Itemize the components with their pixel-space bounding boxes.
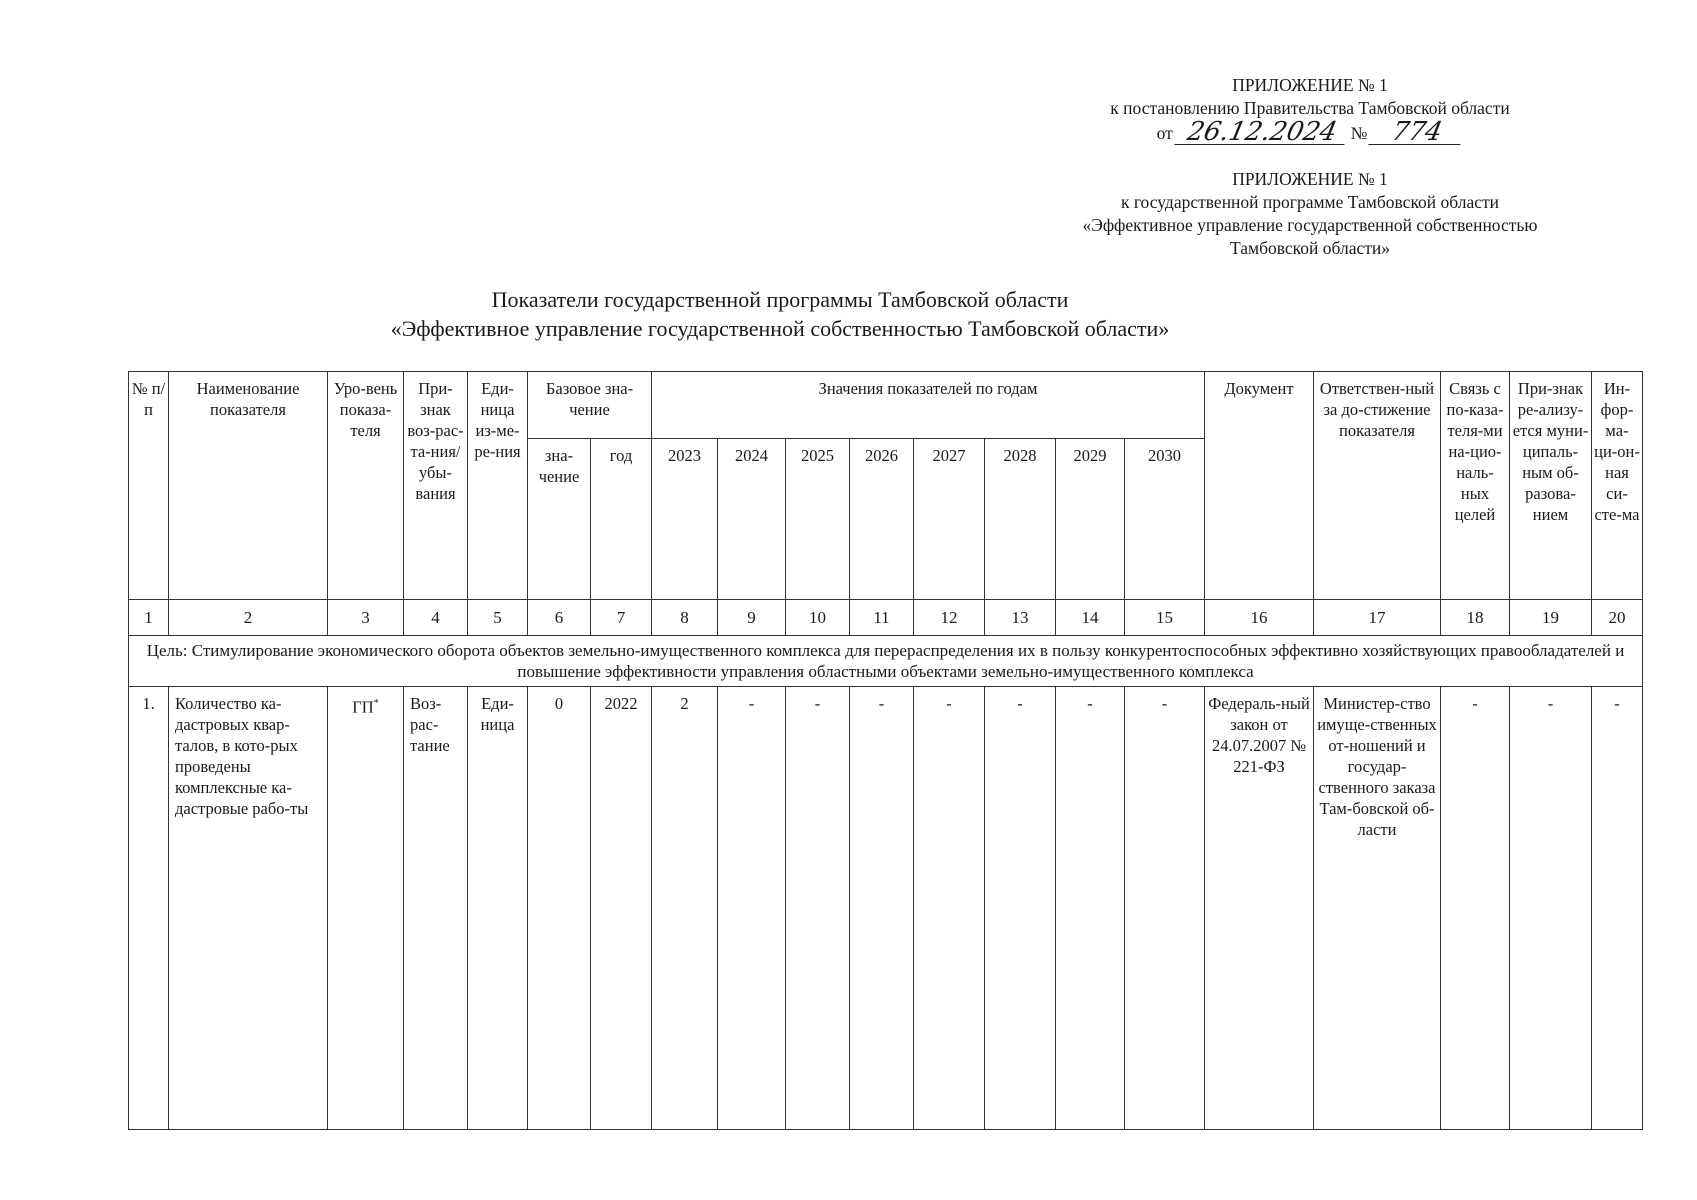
goal-text: Цель: Стимулирование экономического оборота объектов земельно-имущественного комплекса для перераспределения их в пользу конкурентоспособных эффективно хозяйствующих правообладателей и повышение эффективности управления областными объектами земельно-имущественного комплекса <box>129 636 1643 687</box>
header-level: Уро-вень показа-теля <box>328 372 404 600</box>
column-number: 8 <box>652 600 718 636</box>
appendix-2-line2: «Эффективное управление государственной собственностью <box>1082 215 1538 235</box>
column-number: 15 <box>1125 600 1205 636</box>
title-line1: Показатели государственной программы Тамбовской области <box>491 287 1069 312</box>
title-line2: «Эффективное управление государственной собственностью Тамбовской области» <box>390 316 1170 341</box>
column-number: 10 <box>786 600 850 636</box>
row-level <box>328 687 404 1130</box>
header-year: 2024 <box>718 439 786 600</box>
row-year-value: - <box>985 687 1056 1130</box>
header-base: Базовое зна-чение <box>528 372 652 439</box>
indicators-table <box>128 371 1643 1130</box>
appendix-2-title: ПРИЛОЖЕНИЕ № 1 <box>1232 169 1388 189</box>
row-year-value: - <box>914 687 985 1130</box>
appendix-1-resolution <box>1060 74 1560 145</box>
column-number: 16 <box>1205 600 1314 636</box>
header-year: 2023 <box>652 439 718 600</box>
header-year: 2029 <box>1056 439 1125 600</box>
number-prefix: № <box>1350 123 1368 143</box>
appendix-1-title: ПРИЛОЖЕНИЕ № 1 <box>1232 75 1388 95</box>
column-number: 12 <box>914 600 985 636</box>
appendix-2-line3: Тамбовской области» <box>1229 238 1391 258</box>
appendix-1-date-line <box>1060 117 1560 147</box>
header-document: Документ <box>1205 372 1314 600</box>
column-number: 9 <box>718 600 786 636</box>
header-years-group: Значения показателей по годам <box>652 372 1205 439</box>
column-number: 11 <box>850 600 914 636</box>
column-number: 7 <box>591 600 652 636</box>
goal-row <box>129 636 1643 687</box>
header-sign: При-знак воз-рас-та-ния/ убы-вания <box>404 372 468 600</box>
row-level-footnote-mark: * <box>373 698 379 709</box>
header-year: 2026 <box>850 439 914 600</box>
row-num: 1. <box>129 687 169 1130</box>
column-number: 1 <box>129 600 169 636</box>
header-base-value: зна-чение <box>528 439 591 600</box>
row-level-text: ГП <box>352 697 374 717</box>
row-year-value: 2 <box>652 687 718 1130</box>
date-prefix: от <box>1156 123 1173 143</box>
row-year-value: - <box>850 687 914 1130</box>
row-base-value: 0 <box>528 687 591 1130</box>
header-year: 2025 <box>786 439 850 600</box>
column-number: 18 <box>1441 600 1510 636</box>
header-row-1 <box>129 372 1643 439</box>
row-document: Федераль-ный закон от 24.07.2007 № 221-ФЗ <box>1205 687 1314 1130</box>
row-year-value: - <box>718 687 786 1130</box>
column-number: 14 <box>1056 600 1125 636</box>
handwritten-date: 26.12.2024 <box>1174 120 1349 145</box>
header-name: Наименование показателя <box>169 372 328 600</box>
header-base-year: год <box>591 439 652 600</box>
column-numbers-row <box>129 600 1643 636</box>
column-number: 17 <box>1314 600 1441 636</box>
column-number: 5 <box>468 600 528 636</box>
header-year: 2028 <box>985 439 1056 600</box>
column-number: 6 <box>528 600 591 636</box>
header-municipal: При-знак ре-ализу-ется муни-ципаль-ным об-разова-нием <box>1510 372 1592 600</box>
column-number: 19 <box>1510 600 1592 636</box>
handwritten-number: 774 <box>1369 120 1466 145</box>
header-year: 2030 <box>1125 439 1205 600</box>
row-year-value: - <box>786 687 850 1130</box>
row-year-value: - <box>1125 687 1205 1130</box>
column-number: 20 <box>1592 600 1643 636</box>
column-number: 3 <box>328 600 404 636</box>
appendix-1-line: к постановлению Правительства Тамбовской области <box>1110 98 1510 118</box>
document-title <box>200 285 1360 343</box>
row-link: - <box>1441 687 1510 1130</box>
column-number: 13 <box>985 600 1056 636</box>
row-sign: Воз-рас-тание <box>404 687 468 1130</box>
row-unit: Еди-ница <box>468 687 528 1130</box>
row-responsible: Министер-ство имуще-ственных от-ношений и государ-ственного заказа Там-бовской об-ласти <box>1314 687 1441 1130</box>
header-infosys: Ин-фор-ма-ци-он-ная си-сте-ма <box>1592 372 1643 600</box>
header-unit: Еди-ница из-ме-ре-ния <box>468 372 528 600</box>
header-num: № п/п <box>129 372 169 600</box>
row-municipal: - <box>1510 687 1592 1130</box>
row-name: Количество ка-дастровых квар-талов, в кото-рых проведены комплексные ка-дастровые рабо-ты <box>169 687 328 1130</box>
table-row <box>129 687 1643 1130</box>
header-responsible: Ответствен-ный за до-стижение показателя <box>1314 372 1441 600</box>
header-link: Связь с по-каза-теля-ми на-цио-наль-ных целей <box>1441 372 1510 600</box>
column-number: 2 <box>169 600 328 636</box>
appendix-1-program <box>1010 168 1610 260</box>
row-base-year: 2022 <box>591 687 652 1130</box>
header-year: 2027 <box>914 439 985 600</box>
appendix-2-line1: к государственной программе Тамбовской области <box>1120 192 1500 212</box>
column-number: 4 <box>404 600 468 636</box>
row-infosys: - <box>1592 687 1643 1130</box>
row-year-value: - <box>1056 687 1125 1130</box>
